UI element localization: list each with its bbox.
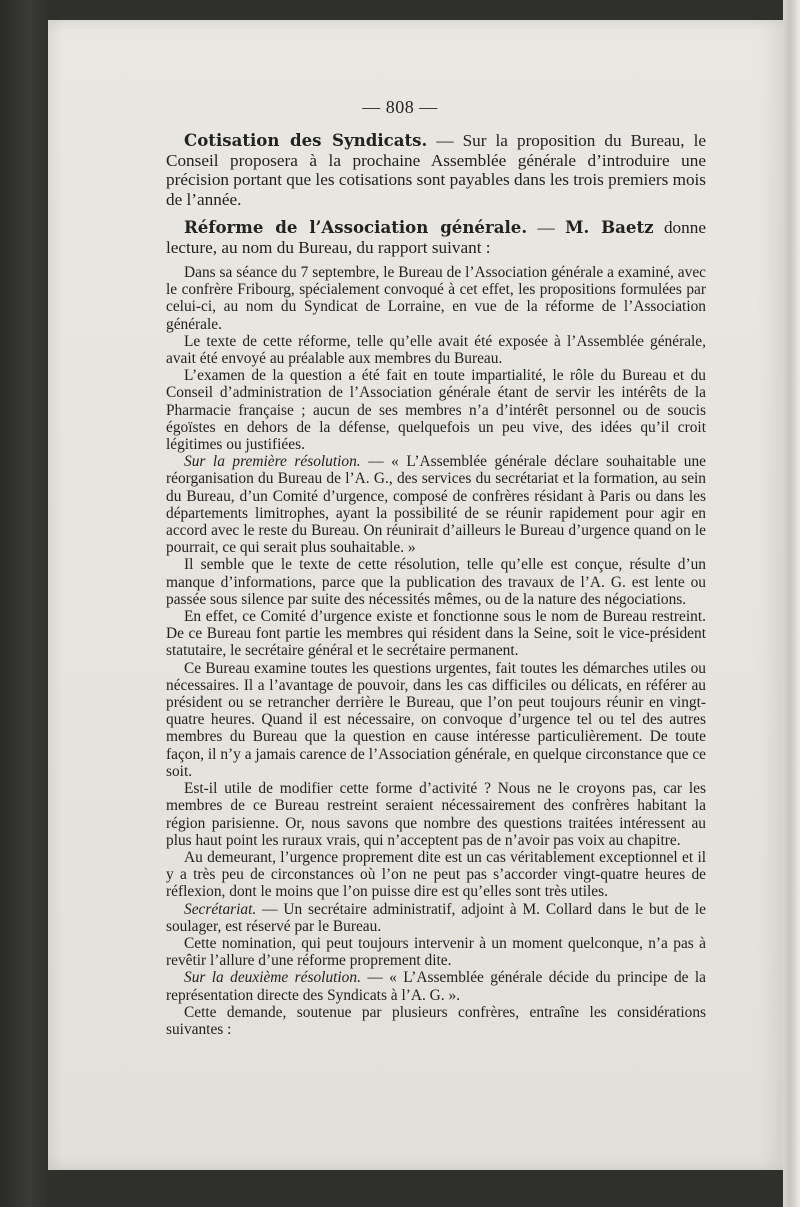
report-body bbox=[166, 264, 706, 1038]
page-edge bbox=[783, 0, 800, 1207]
secretariat-text: — Un secrétaire administratif, adjoint à M. Collard dans le but de le soulager, est réservé par le Bureau. bbox=[166, 900, 706, 935]
second-resolution-text: — « L’Assemblée générale décide du principe de la représentation directe des Syndicats à l’A. G. ». bbox=[166, 969, 706, 1004]
page-number: — 808 — bbox=[362, 97, 438, 117]
first-resolution-text: — « L’Assemblée générale déclare souhaitable une réorganisation du Bureau de l’A. G., des services du secrétariat et la formation, au sein du Bureau, d’un Comité d’urgence, composé de confrères résidant à Paris ou dans les départements limitrophes, ayant la possibilité de se réunir rapidement pour agir en accord avec le reste du Bureau. On réunirait d’ailleurs le Bureau d’urgence quand on le pourrait, ce qui serait plus souhaitable. » bbox=[166, 453, 707, 557]
report-paragraph-7: Ce Bureau examine toutes les questions urgentes, fait toutes les démarches utiles ou nécessaires. Il a l’avantage de pouvoir, dans les cas difficiles ou délicats, en référer au président ou se retrancher derrière le Bureau, que l’on peut toujours réunir en vingt-quatre heures. Quand il est nécessaire, on convoque d’urgence tel ou tel des autres membres du Bureau que la question en cause intéresse particulièrement. De toute façon, il n’y a jamais carence de l’Association générale, en quelque circonstance que ce soit. bbox=[166, 659, 706, 780]
report-paragraph-13: Cette demande, soutenue par plusieurs confrères, entraîne les considérations suivantes : bbox=[166, 1003, 706, 1038]
report-paragraph-9: Au demeurant, l’urgence proprement dite est un cas véritablement exceptionnel et il y a très peu de circonstances où l’on ne peut pas s’accorder vingt-quatre heures de réflexion, dont le moins que l’on puisse dire est qu’elles sont très utiles. bbox=[166, 848, 706, 901]
report-paragraph-10 bbox=[166, 901, 706, 935]
report-paragraph-4 bbox=[166, 453, 706, 556]
report-paragraph-11: Cette nomination, qui peut toujours intervenir à un moment quelconque, n’a pas à revêtir l’allure d’une réforme proprement dite. bbox=[166, 934, 706, 970]
report-paragraph-8: Est-il utile de modifier cette forme d’activité ? Nous ne le croyons pas, car les membres de ce Bureau restreint seraient nécessairement des confrères habitant la région parisienne. Or, nous savons que nombre des questions traitées intéressent au plus haut point les ruraux vrais, qui n’acceptent pas de n’avoir pas voix au chapitre. bbox=[166, 780, 706, 849]
cotisation-section bbox=[166, 131, 706, 209]
report-paragraph-2: Le texte de cette réforme, telle qu’elle avait été exposée à l’Assemblée générale, avait été envoyé au préalable aux membres du Bureau. bbox=[166, 332, 706, 368]
reforme-heading: Réforme de l’Association générale. bbox=[184, 217, 528, 237]
report-paragraph-3: L’examen de la question a été fait en toute impartialité, le rôle du Bureau et du Conseil d’administration de l’Association générale étant de servir les intérêts de la Pharmacie française ; aucun de ses membres n’a d’intérêt personnel ou de soucis égoïstes en dehors de la défense, quelquefois un peu vive, des idées qu’il croit légitimes ou justifiées. bbox=[166, 367, 706, 454]
reforme-paragraph bbox=[166, 218, 706, 257]
cotisation-paragraph bbox=[166, 131, 706, 209]
report-paragraph-1: Dans sa séance du 7 septembre, le Bureau de l’Association générale a examiné, avec le confrère Fribourg, spécialement convoqué à cet effet, les propositions formulées par celui-ci, au nom du Syndicat de Lorraine, en vue de la réforme de l’Association générale. bbox=[166, 264, 706, 333]
second-resolution-label: Sur la deuxième résolution. bbox=[184, 969, 361, 987]
cotisation-heading: Cotisation des Syndicats. bbox=[184, 130, 428, 150]
report-paragraph-5: Il semble que le texte de cette résolution, telle qu’elle est conçue, résulte d’un manque d’informations, parce que la publication des travaux de l’A. G. est lente ou passée sous silence par suite des nécessités mêmes, ou de la nature des négociations. bbox=[166, 556, 706, 608]
reforme-dash: — bbox=[527, 218, 566, 237]
cotisation-text: — Sur la proposition du Bureau, le Conseil proposera à la prochaine Assemblée générale d’introduire une précision portant que les cotisations sont payables dans les trois premiers mois de l’année. bbox=[166, 131, 706, 209]
report-paragraph-6: En effet, ce Comité d’urgence existe et fonctionne sous le nom de Bureau restreint. De ce Bureau font partie les membres qui résident dans la Seine, soit le vice-président statutaire, le secrétaire général et le secrétaire permanent. bbox=[166, 608, 706, 660]
reforme-section bbox=[166, 218, 706, 257]
report-paragraph-12 bbox=[166, 969, 706, 1003]
secretariat-label: Secrétariat. bbox=[184, 900, 257, 918]
first-resolution-label: Sur la première résolution. bbox=[184, 453, 361, 471]
reforme-text: donne lecture, au nom du Bureau, du rapport suivant : bbox=[166, 218, 706, 257]
reforme-speaker: M. Baetz bbox=[565, 217, 654, 237]
